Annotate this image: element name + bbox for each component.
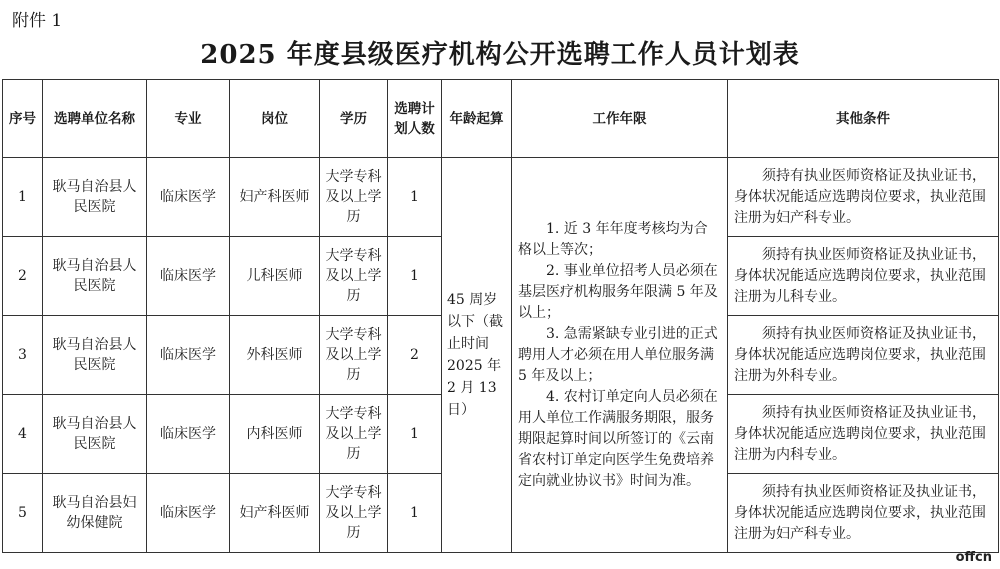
cell-seq: 5: [3, 474, 43, 553]
header-post: 岗位: [230, 80, 320, 158]
cell-major: 临床医学: [147, 237, 230, 316]
cell-post: 妇产科医师: [230, 158, 320, 237]
cell-major: 临床医学: [147, 316, 230, 395]
cell-edu: 大学专科及以上学历: [320, 237, 388, 316]
header-age: 年龄起算: [442, 80, 512, 158]
header-work: 工作年限: [512, 80, 728, 158]
cell-count: 2: [388, 316, 442, 395]
cell-edu: 大学专科及以上学历: [320, 158, 388, 237]
work-item: 1. 近 3 年年度考核均为合格以上等次；: [518, 220, 708, 258]
plan-table: [2, 79, 999, 553]
header-edu: 学历: [320, 80, 388, 158]
cell-count: 1: [388, 237, 442, 316]
cell-unit: 耿马自治县人民医院: [43, 237, 147, 316]
cell-post: 外科医师: [230, 316, 320, 395]
cell-major: 临床医学: [147, 158, 230, 237]
header-seq: 序号: [3, 80, 43, 158]
cell-other: 须持有执业医师资格证及执业证书，身体状况能适应选聘岗位要求，执业范围注册为妇产科专业。: [728, 474, 999, 553]
cell-count: 1: [388, 395, 442, 474]
cell-unit: 耿马自治县人民医院: [43, 316, 147, 395]
cell-work-merged: [512, 158, 728, 553]
cell-edu: 大学专科及以上学历: [320, 316, 388, 395]
cell-unit: 耿马自治县人民医院: [43, 158, 147, 237]
cell-other: 须持有执业医师资格证及执业证书，身体状况能适应选聘岗位要求，执业范围注册为儿科专业。: [728, 237, 999, 316]
cell-seq: 4: [3, 395, 43, 474]
page-title: 2025 年度县级医疗机构公开选聘工作人员计划表: [200, 40, 800, 70]
cell-edu: 大学专科及以上学历: [320, 474, 388, 553]
cell-count: 1: [388, 474, 442, 553]
header-major: 专业: [147, 80, 230, 158]
cell-unit: 耿马自治县妇幼保健院: [43, 474, 147, 553]
cell-post: 妇产科医师: [230, 474, 320, 553]
header-count: 选聘计划人数: [388, 80, 442, 158]
cell-other: 须持有执业医师资格证及执业证书，身体状况能适应选聘岗位要求，执业范围注册为外科专业。: [728, 316, 999, 395]
table-header-row: [3, 80, 999, 158]
cell-count: 1: [388, 158, 442, 237]
work-item: 4. 农村订单定向人员必须在用人单位工作满服务期限，服务期限起算时间以所签订的《云南省农村订单定向医学生免费培养定向就业协议书》时间为准。: [518, 388, 718, 489]
cell-post: 内科医师: [230, 395, 320, 474]
cell-major: 临床医学: [147, 395, 230, 474]
cell-seq: 2: [3, 237, 43, 316]
work-item: 2. 事业单位招考人员必须在基层医疗机构服务年限满 5 年及以上；: [518, 262, 718, 321]
cell-other: 须持有执业医师资格证及执业证书，身体状况能适应选聘岗位要求，执业范围注册为内科专业。: [728, 395, 999, 474]
cell-seq: 1: [3, 158, 43, 237]
cell-edu: 大学专科及以上学历: [320, 395, 388, 474]
work-item: 3. 急需紧缺专业引进的正式聘用人才必须在用人单位服务满 5 年及以上；: [518, 325, 718, 384]
cell-seq: 3: [3, 316, 43, 395]
cell-unit: 耿马自治县人民医院: [43, 395, 147, 474]
watermark-logo: offcn: [955, 550, 992, 565]
table-row: [3, 158, 999, 237]
cell-other: 须持有执业医师资格证及执业证书，身体状况能适应选聘岗位要求，执业范围注册为妇产科专业。: [728, 158, 999, 237]
cell-major: 临床医学: [147, 474, 230, 553]
attachment-label: 附件 1: [12, 11, 63, 31]
header-other: 其他条件: [728, 80, 999, 158]
header-unit: 选聘单位名称: [43, 80, 147, 158]
cell-age-merged: 45 周岁以下（截止时间 2025 年 2 月 13 日）: [442, 158, 512, 553]
cell-post: 儿科医师: [230, 237, 320, 316]
